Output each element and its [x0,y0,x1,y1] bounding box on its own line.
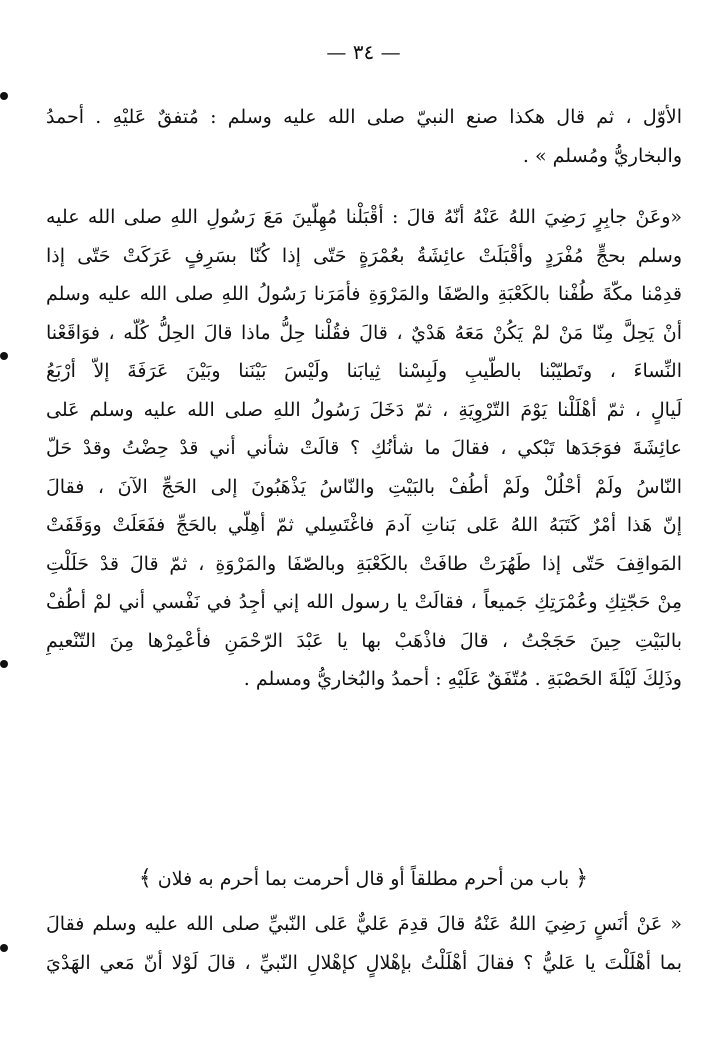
text-line: مِنْ حَجّتِكِ وعُمْرَتِكِ جَميعاً ، فقالَتْ يا رسول الله إني أجِدُ في نَفْسي أني لمْ أطُفْ [46,591,682,613]
text-line: والبخاريُّ ومُسلم » . [522,144,682,167]
ornamental-bracket-open: ﴿ [575,866,589,891]
text-line: لَيالٍ ، ثمّ أهْلَلْنا يَوْمَ التّرْوِيَةِ ، ثمّ دَخَلَ رَسُولُ اللهِ صلى الله عليه وسلم عَلى [46,398,682,421]
hadith-jabir-paragraph [46,198,682,699]
text-line: « عَنْ أنَسٍ رَضِيَ اللهُ عَنْهُ قالَ قدِمَ عَليٌّ عَلى النّبيِّ صلى الله عليه وسلم فقالَ [46,913,682,935]
ornamental-bracket-close: ﴾ [138,866,152,891]
scan-margin-mark [0,944,8,952]
text-line: بما أهْلَلْتَ يا عَليُّ ؟ فقالَ أهْلَلْتُ بإهْلالٍ كإهْلالِ النّبيِّ ، قالَ لَوْلا أنّ مَعي الهَدْيَ [46,951,682,974]
text-line: أنْ يَحِلَّ مِنّا مَنْ لمْ يَكُنْ مَعَهُ هَدْيٌ ، قالَ فقُلْنا حِلُّ ماذا قالَ الحِلُّ كُلّه ، فوَاقَعْنا [46,321,682,344]
scan-margin-mark [0,660,8,668]
text-line: النِّساءَ ، وتَطيّبْنا بالطّيبِ ولَبِسْنا ثِيابَنا ولَيْسَ بَيْنَنا وبَيْنَ عَرَفَةَ إلاّ أرْبَعُ [46,360,682,382]
chapter-heading [0,860,727,898]
text-line: «وعَنْ جابِرٍ رَضِيَ اللهُ عَنْهُ أنّهُ قالَ : أقْبَلْنا مُهِلّينَ مَعَ رَسُولِ اللهِ صلى الله عليه [46,206,682,228]
text-line: عائِشَةَ فوَجَدَها تَبْكي ، فقالَ ما شأنُكِ ؟ قالَتْ شأني أني قدْ حِضْتُ وقدْ حَلّ [46,437,682,459]
page-number: — ٣٤ — [326,40,401,64]
chapter-title: باب من أحرم مطلقاً أو قال أحرمت بما أحرم به فلان [157,868,570,890]
hadith-continuation-paragraph [46,98,682,175]
text-line: المَواقِفَ حَتّى إذا طَهُرَتْ طافَتْ بالكَعْبَةِ وبالصّفَا والمَرْوَةِ ، ثمّ قالَ قدْ حَلَلْتِ [46,552,682,575]
text-line: وسلم بحجٍّ مُفْرَدٍ وأقْبَلَتْ عائِشَةُ بعُمْرَةٍ حَتّى إذا كُنّا بسَرِفٍ عَرَكَتْ حَتّى إذا [46,244,682,267]
scan-margin-mark [0,92,8,100]
text-line: بالبَيْتِ حِينَ حَجَجْتُ ، قالَ فاذْهَبْ بها يا عَبْدَ الرّحْمَنِ فأعْمِرْها مِنَ التّنْعيمِ [46,629,682,652]
text-line: النّاسُ ولَمْ أحْلُلْ ولَمْ أطُفْ بالبَيْتِ والنّاسُ يَذْهَبُونَ إلى الحَجِّ الآنَ ، فقالَ [46,475,682,498]
text-line: إنّ هَذا أمْرٌ كَتَبَهُ اللهُ عَلى بَناتِ آدمَ فاغْتَسِلي ثمّ أهِلّي بالحَجِّ ففَعَلَتْ ووَقَفَتْ [46,514,682,536]
hadith-anas-paragraph [46,905,682,982]
text-line: وذَلِكَ لَيْلَةَ الحَصْبَةِ . مُتّفَقٌ عَلَيْهِ : أحمدُ والبُخاريُّ ومسلم . [243,668,682,690]
text-line: الأوّل ، ثم قال هكذا صنع النبيّ صلى الله عليه وسلم : مُتفقٌ عَليْهِ . أحمدُ [46,106,682,128]
scan-margin-mark [0,352,8,360]
text-line: قدِمْنا مكّةَ طُفْنا بالكَعْبَةِ والصّفَا والمَرْوَةِ فأمَرَنا رَسُولُ اللهِ صلى الله عليه وسلم [46,283,682,305]
